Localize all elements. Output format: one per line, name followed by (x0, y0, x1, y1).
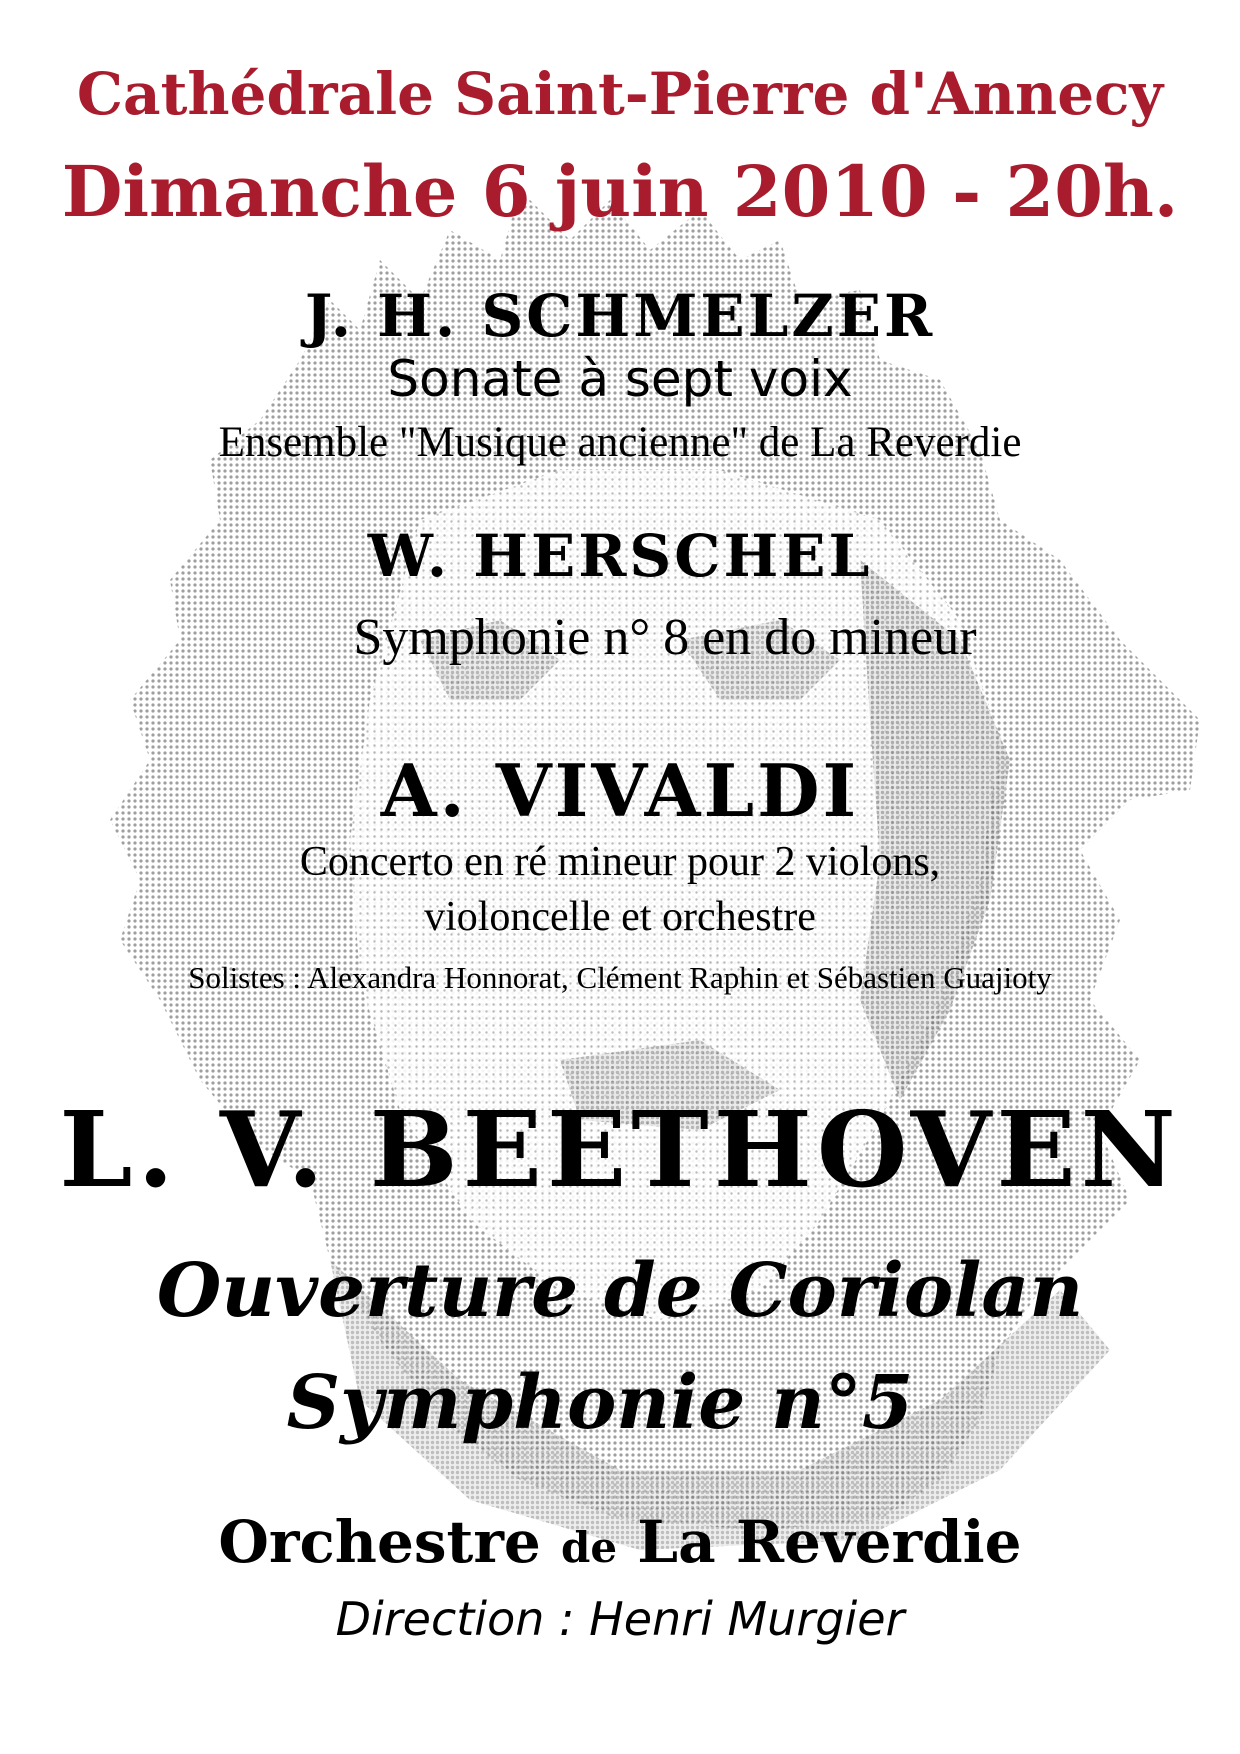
composer-beethoven: L. V. BEETHOVEN (59, 1088, 1181, 1211)
orchestra-name (0, 1508, 1240, 1576)
composer-vivaldi: A. VIVALDI (380, 748, 860, 833)
composer-herschel: W. HERSCHEL (367, 522, 873, 590)
venue-title: Cathédrale Saint-Pierre d'Annecy (76, 60, 1164, 128)
work-beethoven-overture: Ouverture de Coriolan (156, 1248, 1084, 1334)
work-vivaldi-line1: Concerto en ré mineur pour 2 violons, (299, 839, 941, 885)
work-beethoven-symphony: Symphonie n°5 (286, 1360, 914, 1446)
orchestra-name-part3: La Reverdie (637, 1508, 1022, 1576)
performers-schmelzer: Ensemble "Musique ancienne" de La Reverdie (218, 419, 1022, 466)
soloists-vivaldi: Solistes : Alexandra Honnorat, Clément Raphin et Sébastien Guajioty (188, 960, 1052, 995)
conductor-credit: Direction : Henri Murgier (335, 1592, 905, 1646)
work-schmelzer: Sonate à sept voix (387, 350, 853, 408)
orchestra-name-part2: de (560, 1523, 618, 1572)
composer-schmelzer: J. H. SCHMELZER (304, 282, 936, 350)
concert-date: Dimanche 6 juin 2010 - 20h. (61, 150, 1179, 233)
work-vivaldi-line2: violoncelle et orchestre (424, 894, 816, 940)
work-herschel: Symphonie n° 8 en do mineur (353, 609, 977, 666)
orchestra-name-part1: Orchestre (218, 1508, 541, 1576)
